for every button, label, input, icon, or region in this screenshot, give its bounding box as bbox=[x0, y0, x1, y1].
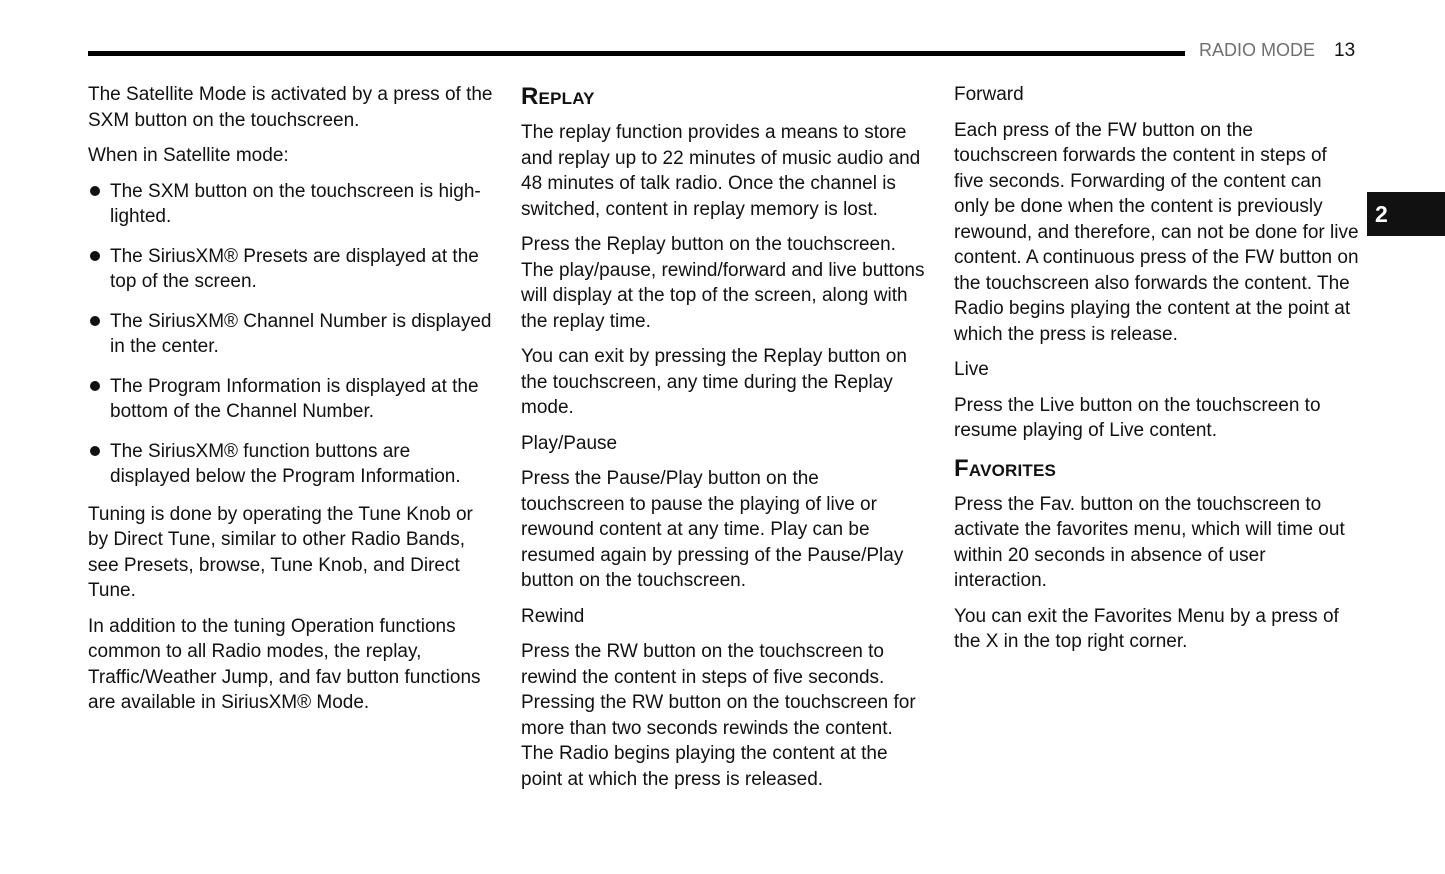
chapter-tab: 2 bbox=[1367, 192, 1445, 236]
replay-heading: Replay bbox=[521, 83, 595, 110]
header-rule bbox=[88, 51, 1185, 56]
bullet-icon bbox=[90, 316, 100, 326]
replay-paragraph-2: Press the Replay button on the touchscreen. The play/pause, rewind/forward and live buttons will display at the top of the screen, along with the replay time. bbox=[521, 234, 925, 332]
list-item: The SXM button on the touchscreen is high-lighted. bbox=[88, 179, 493, 230]
list-item: The SiriusXM® Channel Number is displayed in the center. bbox=[88, 309, 493, 360]
forward-paragraph: Each press of the FW button on the touchscreen forwards the content in steps of five seconds. Forwarding of the content can only be done when the content is previously rewound, and therefore, can not be done for live content. A continuous press of the FW button on the touchscreen also forwards the content. The Radio begins playing the content at the point at which the press is release. bbox=[954, 119, 1359, 345]
page-number: 13 bbox=[1334, 40, 1356, 61]
play-pause-paragraph: Press the Pause/Play button on the touchscreen to pause the playing of live or rewound content at any time. Play can be resumed again by pressing of the Pause/Play button on the touchscreen. bbox=[521, 468, 904, 591]
column-satellite-mode bbox=[88, 82, 493, 726]
when-label: When in Satellite mode: bbox=[88, 145, 289, 166]
live-heading: Live bbox=[954, 359, 989, 380]
favorites-paragraph-2: You can exit the Favorites Menu by a press of the X in the top right corner. bbox=[954, 605, 1339, 652]
list-item: The SiriusXM® Presets are displayed at the top of the screen. bbox=[88, 244, 493, 295]
list-item: The SiriusXM® function buttons are displayed below the Program Information. bbox=[88, 439, 493, 490]
rewind-paragraph: Press the RW button on the touchscreen to rewind the content in steps of five seconds. Pressing the RW button on the touchscreen for more than two seconds rewinds the content. The Radio begins playing the content at the point at which the press is released. bbox=[521, 641, 916, 790]
list-item: The Program Information is displayed at the bottom of the Channel Number. bbox=[88, 374, 493, 425]
tuning-paragraph: Tuning is done by operating the Tune Knob or by Direct Tune, similar to other Radio Bands, see Presets, browse, Tune Knob, and Direct Tune. bbox=[88, 503, 473, 601]
favorites-paragraph-1: Press the Fav. button on the touchscreen to activate the favorites menu, which will time out within 20 seconds in absence of user interaction. bbox=[954, 493, 1345, 591]
section-title: RADIO MODE bbox=[1199, 40, 1316, 60]
column-replay bbox=[521, 82, 926, 802]
bullet-icon bbox=[90, 251, 100, 261]
rewind-heading: Rewind bbox=[521, 605, 585, 627]
bullet-icon bbox=[90, 186, 100, 196]
intro-paragraph: The Satellite Mode is activated by a press of the SXM button on the touchscreen. bbox=[88, 84, 493, 131]
forward-heading: Forward bbox=[954, 84, 1024, 105]
bullet-icon bbox=[90, 446, 100, 456]
replay-paragraph-1: The replay function provides a means to store and replay up to 22 minutes of music audio and 48 minutes of talk radio. Once the channel is switched, content in replay memory is lost. bbox=[521, 122, 921, 220]
live-paragraph: Press the Live button on the touchscreen to resume playing of Live content. bbox=[954, 394, 1321, 441]
addition-paragraph: In addition to the tuning Operation functions common to all Radio modes, the replay, Traffic/Weather Jump, and fav button functions are available in SiriusXM® Mode. bbox=[88, 615, 481, 713]
column-forward-live-favorites bbox=[954, 82, 1359, 665]
bullet-icon bbox=[90, 381, 100, 391]
replay-paragraph-3: You can exit by pressing the Replay button on the touchscreen, any time during the Replay mode. bbox=[521, 346, 907, 418]
play-pause-heading: Play/Pause bbox=[521, 432, 618, 454]
satellite-mode-list bbox=[88, 179, 493, 490]
favorites-heading: Favorites bbox=[954, 454, 1057, 482]
